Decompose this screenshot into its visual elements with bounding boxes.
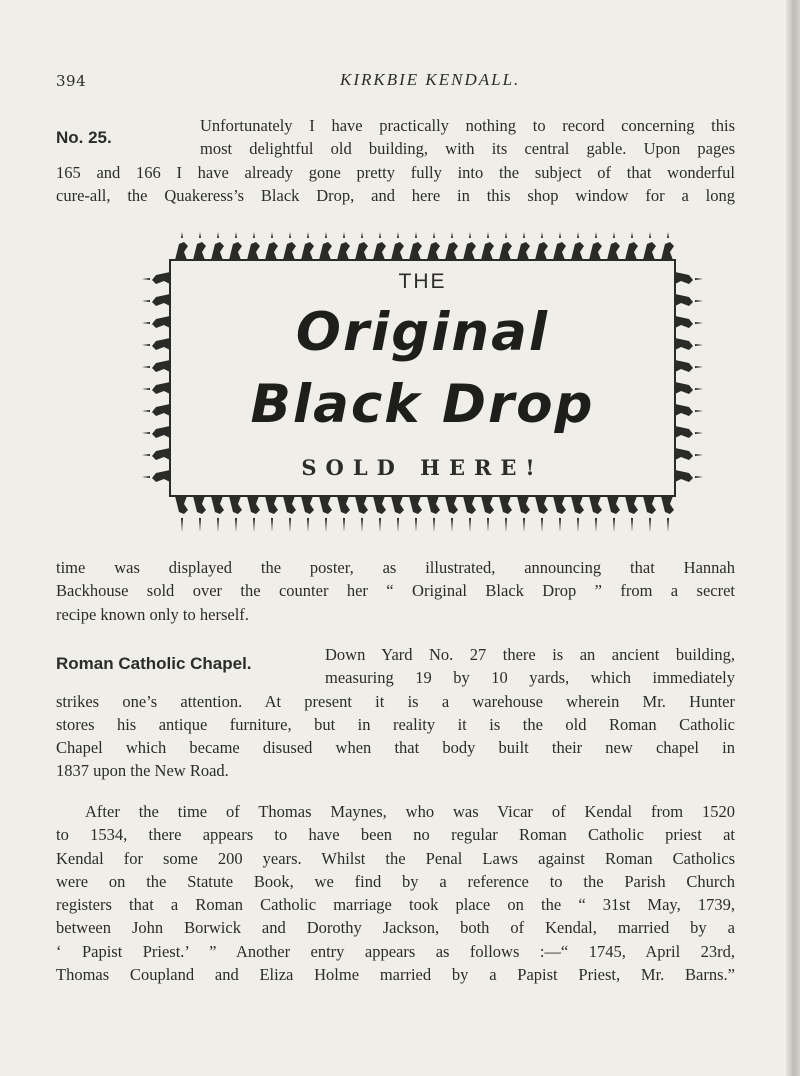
- border-ornament: [661, 242, 674, 260]
- border-ornament: [613, 232, 615, 238]
- border-ornament: [499, 242, 512, 260]
- border-ornament: [211, 242, 224, 260]
- border-ornament: [463, 496, 476, 514]
- text-line: Kendal for some 200 years. Whilst the Penal Laws against Roman Catholics: [56, 848, 735, 868]
- border-ornament: [643, 496, 656, 514]
- border-ornament: [142, 366, 150, 368]
- border-ornament: [523, 232, 525, 238]
- poster-caption-paragraph: [56, 556, 735, 626]
- border-ornament: [379, 232, 381, 238]
- border-ornament: [535, 242, 548, 260]
- border-ornament: [397, 232, 399, 238]
- black-drop-poster: [140, 232, 705, 537]
- text-line: 165 and 166 I have already gone pretty fully into the subject of that wonderful: [56, 162, 735, 182]
- border-ornament: [643, 242, 656, 260]
- border-ornament: [289, 518, 291, 532]
- border-ornament: [451, 232, 453, 238]
- border-ornament: [433, 518, 435, 532]
- border-ornament: [433, 232, 435, 238]
- border-ornament: [613, 518, 615, 532]
- border-ornament: [415, 232, 417, 238]
- border-ornament: [631, 232, 633, 238]
- border-ornament: [193, 242, 206, 260]
- border-ornament: [553, 496, 566, 514]
- text-line: measuring 19 by 10 yards, which immediately: [325, 668, 735, 688]
- border-ornament: [235, 232, 237, 238]
- page-number: 394: [56, 72, 87, 90]
- poster-text-the: THE: [398, 270, 447, 293]
- border-ornament: [577, 232, 579, 238]
- border-ornament: [649, 518, 651, 532]
- border-ornament: [415, 518, 417, 532]
- section-25-body: [56, 161, 735, 208]
- border-ornament: [181, 232, 183, 238]
- border-ornament: [373, 242, 386, 260]
- border-ornament: [571, 242, 584, 260]
- border-ornament: [337, 242, 350, 260]
- border-ornament: [625, 496, 638, 514]
- border-ornament: [559, 232, 561, 238]
- border-ornament: [319, 242, 332, 260]
- border-ornament: [649, 232, 651, 238]
- border-ornament: [445, 242, 458, 260]
- text-line: time was displayed the poster, as illustrated, announcing that Hannah: [56, 558, 735, 577]
- text-line: between John Borwick and Dorothy Jackson, both of Kendal, married by a: [56, 918, 735, 938]
- border-ornament: [631, 518, 633, 532]
- border-ornament: [319, 496, 332, 514]
- text-line: ‘ Papist Priest.’ ” Another entry appears as follows :—“ 1745, April 23rd,: [56, 941, 735, 961]
- border-ornament: [343, 232, 345, 238]
- section-label-no25: No. 25.: [56, 128, 112, 147]
- border-ornament: [667, 518, 669, 532]
- border-ornament: [325, 232, 327, 238]
- border-ornament: [253, 518, 255, 532]
- border-ornament: [271, 232, 273, 238]
- border-ornament: [409, 242, 422, 260]
- text-line: strikes one’s attention. At present it is a warehouse wherein Mr. Hunter: [56, 691, 735, 711]
- border-ornament: [265, 242, 278, 260]
- border-ornament: [307, 232, 309, 238]
- running-title: KIRKBIE KENDALL.: [340, 70, 521, 89]
- border-ornament: [469, 232, 471, 238]
- page-edge-shadow: [786, 0, 800, 1076]
- border-ornament: [397, 518, 399, 532]
- border-ornament: [289, 232, 291, 238]
- border-ornament: [607, 242, 620, 260]
- maynes-paragraph: [56, 800, 735, 986]
- border-ornament: [337, 496, 350, 514]
- border-ornament: [283, 242, 296, 260]
- border-ornament: [589, 496, 602, 514]
- border-ornament: [577, 518, 579, 532]
- border-ornament: [535, 496, 548, 514]
- border-ornament: [247, 242, 260, 260]
- text-line: to 1534, there appears to have been no regular Roman Catholic priest at: [56, 825, 735, 845]
- text-line: Thomas Coupland and Eliza Holme married by a Papist Priest, Mr. Barns.”: [56, 965, 735, 985]
- text-line: stores his antique furniture, but in reality it is the old Roman Catholic: [56, 714, 735, 734]
- border-ornament: [523, 518, 525, 532]
- border-ornament: [505, 232, 507, 238]
- border-ornament: [307, 518, 309, 532]
- poster-text-black-drop: Black Drop: [250, 374, 595, 435]
- text-line: most delightful old building, with its central gable. Upon pages: [200, 139, 735, 159]
- border-ornament: [361, 518, 363, 532]
- border-ornament: [199, 518, 201, 532]
- border-ornament: [695, 366, 703, 368]
- border-ornament: [343, 518, 345, 532]
- border-ornament: [409, 496, 422, 514]
- border-ornament: [391, 242, 404, 260]
- border-ornament: [607, 496, 620, 514]
- poster-text-original: Original: [295, 302, 550, 363]
- border-ornament: [211, 496, 224, 514]
- border-ornament: [391, 496, 404, 514]
- border-ornament: [571, 496, 584, 514]
- text-line: After the time of Thomas Maynes, who was Vicar of Kendal from 1520: [85, 802, 735, 821]
- border-ornament: [355, 242, 368, 260]
- border-ornament: [175, 496, 188, 514]
- poster-text-sold-here: SOLD HERE!: [301, 455, 544, 480]
- border-ornament: [595, 232, 597, 238]
- border-ornament: [541, 518, 543, 532]
- border-ornament: [451, 518, 453, 532]
- section-label-roman-catholic-chapel: Roman Catholic Chapel.: [56, 654, 252, 673]
- border-ornament: [541, 232, 543, 238]
- border-ornament: [481, 242, 494, 260]
- border-ornament: [301, 242, 314, 260]
- border-ornament: [181, 518, 183, 532]
- text-line: recipe known only to herself.: [56, 604, 249, 624]
- border-ornament: [487, 232, 489, 238]
- border-ornament: [505, 518, 507, 532]
- border-ornament: [559, 518, 561, 532]
- chapel-body: [56, 690, 735, 783]
- text-line: Unfortunately I have practically nothing to record concerning this: [200, 116, 735, 135]
- border-ornament: [229, 242, 242, 260]
- border-ornament: [379, 518, 381, 532]
- border-ornament: [361, 232, 363, 238]
- border-ornament: [229, 496, 242, 514]
- text-line: 1837 upon the New Road.: [56, 761, 229, 781]
- border-ornament: [463, 242, 476, 260]
- border-ornament: [469, 518, 471, 532]
- border-ornament: [481, 496, 494, 514]
- border-ornament: [271, 518, 273, 532]
- section-25-lead: [200, 114, 735, 161]
- text-line: cure-all, the Quakeress’s Black Drop, and here in this shop window for a long: [56, 185, 735, 205]
- text-line: Chapel which became disused when that body built their new chapel in: [56, 738, 735, 758]
- border-ornament: [193, 496, 206, 514]
- border-ornament: [301, 496, 314, 514]
- border-ornament: [427, 496, 440, 514]
- border-ornament: [325, 518, 327, 532]
- border-ornament: [265, 496, 278, 514]
- border-ornament: [625, 242, 638, 260]
- text-line: Backhouse sold over the counter her “ Original Black Drop ” from a secret: [56, 581, 735, 601]
- border-ornament: [595, 518, 597, 532]
- border-ornament: [217, 232, 219, 238]
- border-ornament: [661, 496, 674, 514]
- text-line: were on the Statute Book, we find by a reference to the Parish Church: [56, 871, 735, 891]
- border-ornament: [487, 518, 489, 532]
- border-ornament: [373, 496, 386, 514]
- text-line: registers that a Roman Catholic marriage took place on the “ 31st May, 1739,: [56, 895, 735, 915]
- border-ornament: [499, 496, 512, 514]
- border-ornament: [517, 242, 530, 260]
- border-ornament: [517, 496, 530, 514]
- border-ornament: [355, 496, 368, 514]
- border-ornament: [283, 496, 296, 514]
- border-ornament: [445, 496, 458, 514]
- border-ornament: [217, 518, 219, 532]
- border-ornament: [175, 242, 188, 260]
- border-ornament: [199, 232, 201, 238]
- text-line: Down Yard No. 27 there is an ancient building,: [325, 645, 735, 664]
- border-ornament: [667, 232, 669, 238]
- border-ornament: [553, 242, 566, 260]
- border-ornament: [589, 242, 602, 260]
- border-ornament: [427, 242, 440, 260]
- border-ornament: [253, 232, 255, 238]
- border-ornament: [247, 496, 260, 514]
- border-ornament: [235, 518, 237, 532]
- chapel-lead: [325, 643, 735, 690]
